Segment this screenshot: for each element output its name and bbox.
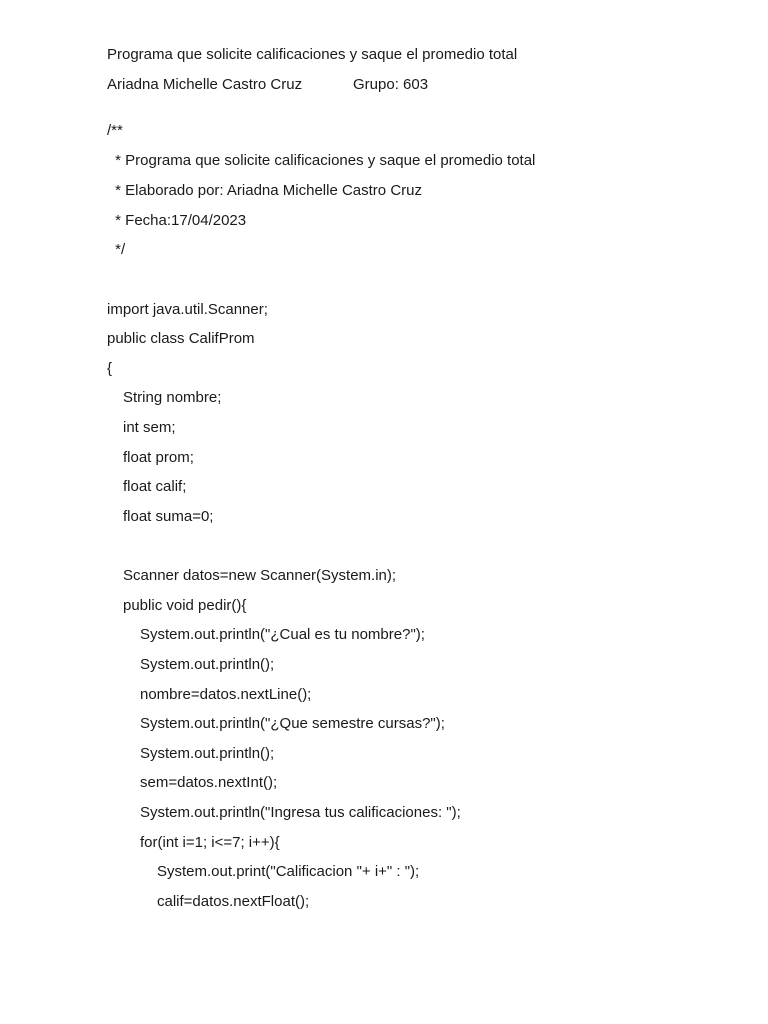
code-line: System.out.println("¿Que semestre cursas?"); bbox=[140, 715, 445, 732]
code-line: * Fecha:17/04/2023 bbox=[111, 212, 247, 229]
code-line: /** bbox=[107, 122, 123, 139]
code-line: */ bbox=[111, 241, 126, 258]
code-line: int sem; bbox=[123, 419, 176, 436]
code-line: float suma=0; bbox=[123, 508, 214, 525]
code-line: * Elaborado por: Ariadna Michelle Castro Cruz bbox=[111, 182, 422, 199]
code-line: System.out.print("Calificacion "+ i+" : "); bbox=[157, 863, 420, 880]
code-line: float calif; bbox=[123, 478, 187, 495]
document-title: Programa que solicite calificaciones y saque el promedio total bbox=[107, 46, 518, 63]
code-line: Scanner datos=new Scanner(System.in); bbox=[123, 567, 397, 584]
code-line: import java.util.Scanner; bbox=[107, 301, 268, 318]
code-line: System.out.println(); bbox=[140, 656, 275, 673]
code-line: calif=datos.nextFloat(); bbox=[157, 893, 310, 910]
code-line: { bbox=[107, 360, 113, 377]
code-line: sem=datos.nextInt(); bbox=[140, 774, 278, 791]
code-line: String nombre; bbox=[123, 389, 222, 406]
author-name: Ariadna Michelle Castro Cruz bbox=[107, 76, 303, 93]
code-line: float prom; bbox=[123, 449, 194, 466]
code-line: * Programa que solicite calificaciones y saque el promedio total bbox=[111, 152, 536, 169]
group-label: Grupo: 603 bbox=[353, 76, 429, 93]
code-line: public class CalifProm bbox=[107, 330, 255, 347]
code-line: System.out.println("Ingresa tus calificaciones: "); bbox=[140, 804, 461, 821]
code-line: public void pedir(){ bbox=[123, 597, 247, 614]
code-line: System.out.println(); bbox=[140, 745, 275, 762]
code-line: System.out.println("¿Cual es tu nombre?"); bbox=[140, 626, 425, 643]
code-line: nombre=datos.nextLine(); bbox=[140, 686, 312, 703]
code-line: for(int i=1; i<=7; i++){ bbox=[140, 834, 280, 851]
